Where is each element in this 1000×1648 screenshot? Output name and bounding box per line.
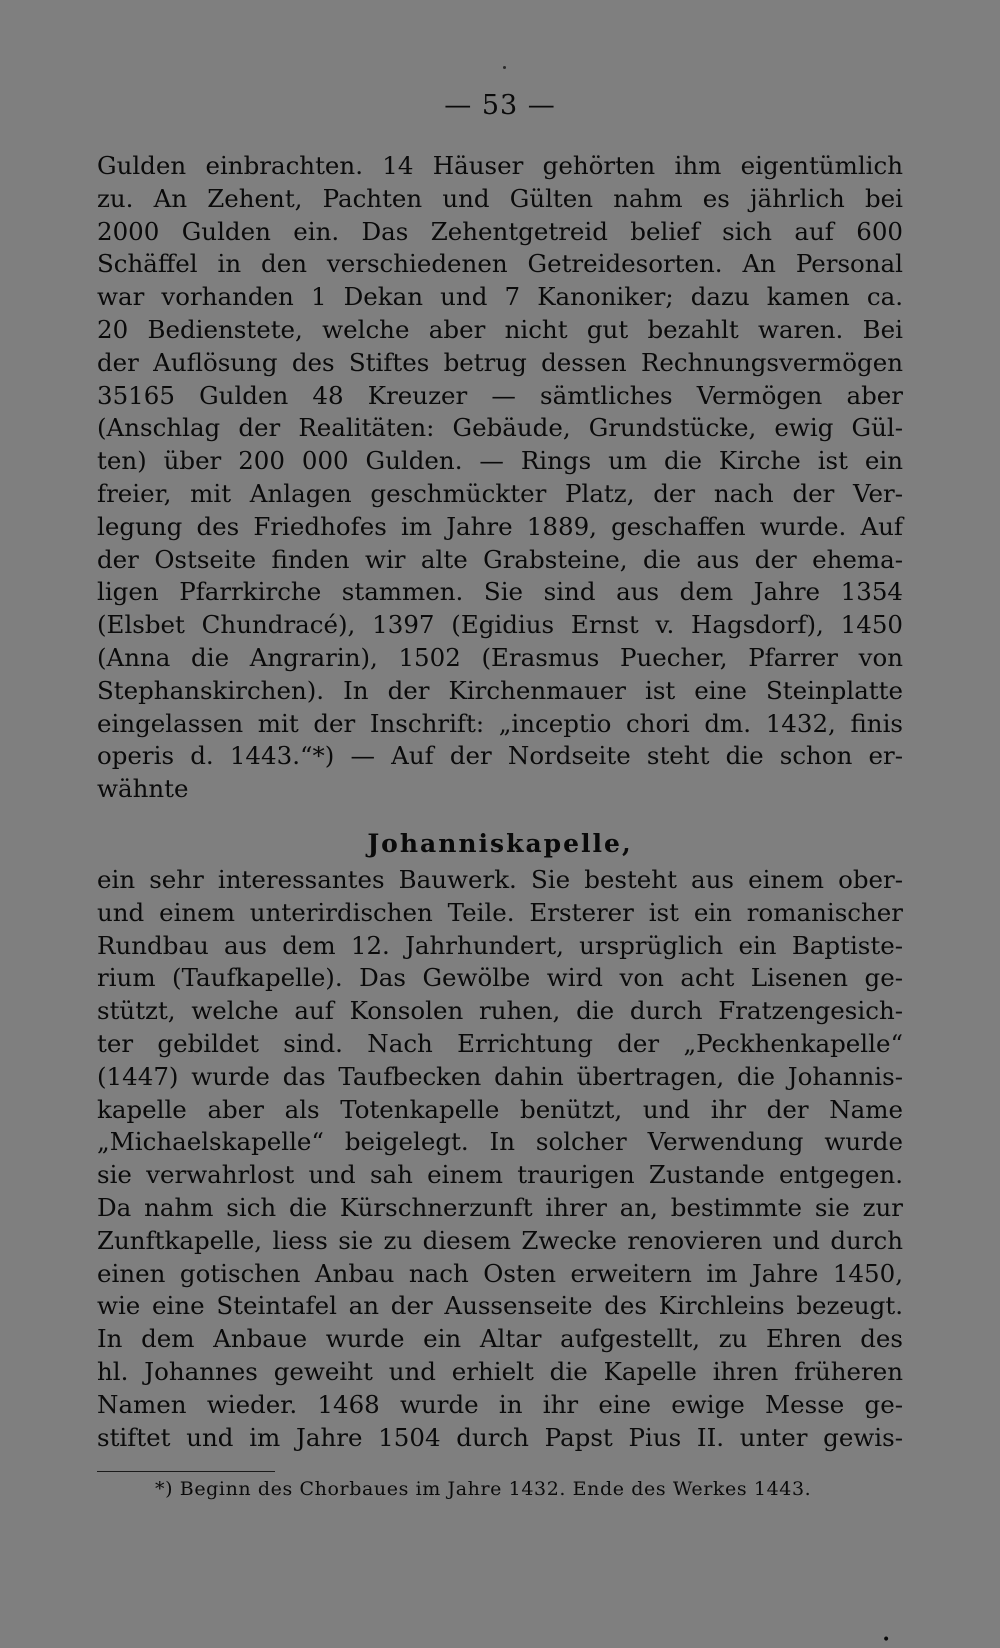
- text-line: Schäffel in den verschiedenen Getreidesorten. An Personal: [97, 249, 903, 279]
- text-line: (Elsbet Chundracé), 1397 (Egidius Ernst v. Hagsdorf), 1450: [97, 610, 903, 640]
- text-line: kapelle aber als Totenkapelle benützt, und ihr der Name: [97, 1094, 903, 1124]
- text-line: freier, mit Anlagen geschmückter Platz, der nach der Ver-: [97, 478, 903, 508]
- text-line: wie eine Steintafel an der Aussenseite des Kirchleins bezeugt.: [97, 1291, 903, 1321]
- footnote: *) Beginn des Chorbaues im Jahre 1432. Ende des Werkes 1443.: [155, 1478, 812, 1500]
- text-line: zu. An Zehent, Pachten und Gülten nahm es jährlich bei: [97, 183, 903, 213]
- text-line: rium (Taufkapelle). Das Gewölbe wird von acht Lisenen ge-: [97, 963, 903, 993]
- text-line: 2000 Gulden ein. Das Zehentgetreid belief sich auf 600: [97, 216, 903, 246]
- text-line: eingelassen mit der Inschrift: „inceptio chori dm. 1432, finis: [97, 708, 903, 738]
- text-line: (Anschlag der Realitäten: Gebäude, Grundstücke, ewig Gül-: [97, 413, 903, 443]
- text-line: In dem Anbaue wurde ein Altar aufgestellt, zu Ehren des: [97, 1324, 903, 1354]
- text-line: und einem unterirdischen Teile. Ersterer ist ein romanischer: [97, 897, 903, 927]
- text-line: wähnte: [97, 774, 189, 804]
- paragraph-2: [97, 864, 903, 1454]
- text-line: hl. Johannes geweiht und erhielt die Kapelle ihren früheren: [97, 1356, 903, 1386]
- text-line: ligen Pfarrkirche stammen. Sie sind aus dem Jahre 1354: [97, 577, 903, 607]
- text-line: der Auflösung des Stiftes betrug dessen Rechnungsvermögen: [97, 347, 903, 377]
- corner-mark: •: [882, 1632, 891, 1648]
- text-line: Namen wieder. 1468 wurde in ihr eine ewige Messe ge-: [97, 1389, 903, 1419]
- footnote-divider: [97, 1471, 275, 1472]
- text-line: (1447) wurde das Taufbecken dahin übertragen, die Johannis-: [97, 1061, 903, 1091]
- text-line: stützt, welche auf Konsolen ruhen, die durch Fratzengesich-: [97, 996, 903, 1026]
- paragraph-1: [97, 150, 903, 806]
- text-line: operis d. 1443.“*) — Auf der Nordseite steht die schon er-: [97, 741, 903, 771]
- text-line: sie verwahrlost und sah einem traurigen Zustande entgegen.: [97, 1160, 903, 1190]
- text-line: Da nahm sich die Kürschnerzunft ihrer an, bestimmte sie zur: [97, 1192, 903, 1222]
- text-line: 20 Bedienstete, welche aber nicht gut bezahlt waren. Bei: [97, 314, 903, 344]
- text-line: stiftet und im Jahre 1504 durch Papst Pius II. unter gewis-: [97, 1422, 903, 1452]
- text-line: (Anna die Angrarin), 1502 (Erasmus Puecher, Pfarrer von: [97, 642, 903, 672]
- text-line: Rundbau aus dem 12. Jahrhundert, ursprüglich ein Baptiste-: [97, 930, 903, 960]
- text-line: ten) über 200 000 Gulden. — Rings um die Kirche ist ein: [97, 446, 903, 476]
- text-line: 35165 Gulden 48 Kreuzer — sämtliches Vermögen aber: [97, 380, 903, 410]
- section-heading: Johanniskapelle,: [367, 829, 633, 858]
- text-line: Zunftkapelle, liess sie zu diesem Zwecke renovieren und durch: [97, 1225, 903, 1255]
- text-line: legung des Friedhofes im Jahre 1889, geschaffen wurde. Auf: [97, 511, 903, 541]
- text-line: der Ostseite finden wir alte Grabsteine, die aus der ehema-: [97, 544, 903, 574]
- text-line: Gulden einbrachten. 14 Häuser gehörten ihm eigentümlich: [97, 151, 903, 180]
- text-line: war vorhanden 1 Dekan und 7 Kanoniker; dazu kamen ca.: [97, 282, 903, 312]
- text-line: ein sehr interessantes Bauwerk. Sie besteht aus einem ober-: [97, 865, 903, 894]
- text-line: Stephanskirchen). In der Kirchenmauer ist eine Steinplatte: [97, 675, 903, 705]
- text-line: ter gebildet sind. Nach Errichtung der „Peckhenkapelle“: [97, 1028, 903, 1058]
- text-line: einen gotischen Anbau nach Osten erweitern im Jahre 1450,: [97, 1258, 903, 1288]
- page-number: — 53 —: [444, 90, 556, 121]
- print-speck: [503, 66, 506, 69]
- text-line: „Michaelskapelle“ beigelegt. In solcher Verwendung wurde: [97, 1127, 903, 1157]
